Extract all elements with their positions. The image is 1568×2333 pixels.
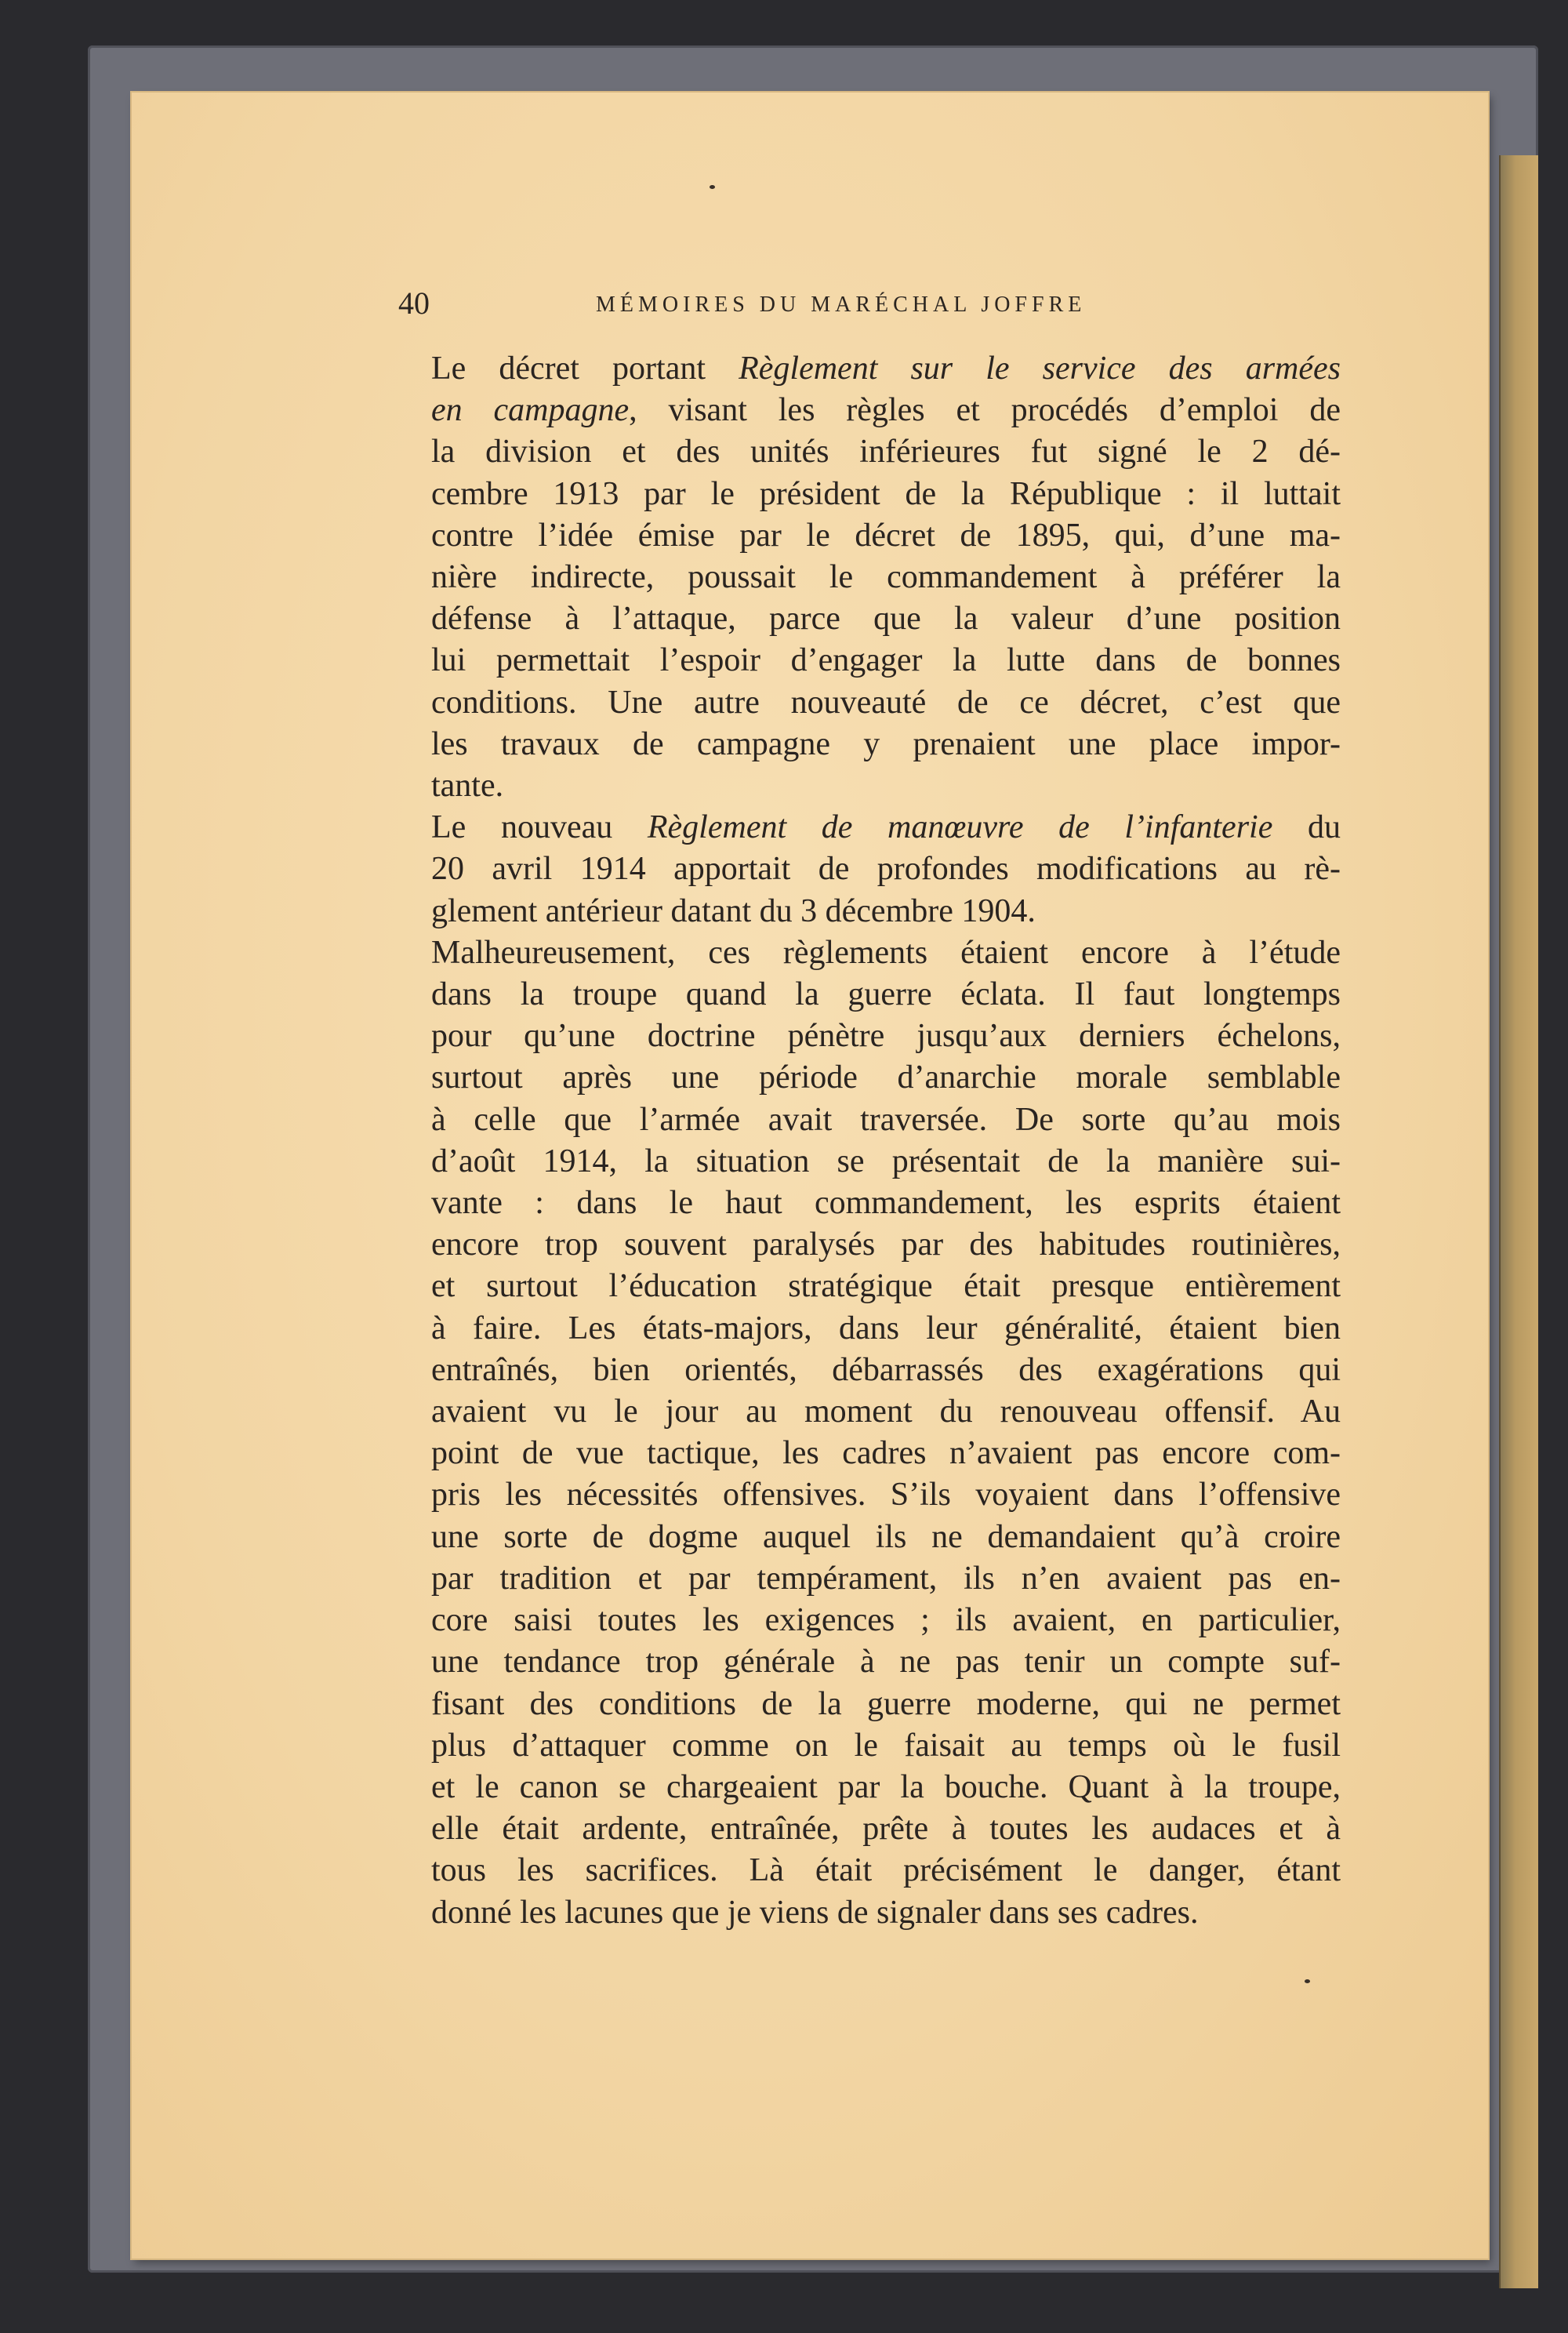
text-run: tous les sacrifices. Là était précisément le danger, étant xyxy=(431,1852,1341,1889)
text-line xyxy=(401,1517,1341,1558)
text-run: elle était ardente, entraînée, prête à toutes les audaces et à xyxy=(431,1811,1341,1848)
text-run: la division et des unités inférieures fut signé le 2 dé- xyxy=(431,434,1341,471)
text-line xyxy=(401,515,1341,557)
text-run: contre l’idée émise par le décret de 1895, qui, d’une ma- xyxy=(431,517,1341,554)
text-run: lui permettait l’espoir d’engager la lutte dans de bonnes xyxy=(431,642,1341,679)
body-text xyxy=(401,348,1341,1934)
text-line xyxy=(401,1474,1341,1516)
text-line xyxy=(401,1767,1341,1808)
text-run: core saisi toutes les exigences ; ils avaient, en particulier, xyxy=(431,1602,1341,1639)
text-run: vante : dans le haut commandement, les esprits étaient xyxy=(431,1185,1341,1222)
text-line xyxy=(401,891,1341,932)
text-line xyxy=(401,390,1341,431)
paper-speck xyxy=(710,185,715,189)
text-run: pris les nécessités offensives. S’ils voyaient dans l’offensive xyxy=(431,1477,1341,1514)
text-line xyxy=(401,1183,1341,1224)
text-line xyxy=(401,1057,1341,1099)
text-run: encore trop souvent paralysés par des habitudes routinières, xyxy=(431,1226,1341,1263)
text-line xyxy=(401,765,1341,807)
text-line xyxy=(401,932,1341,974)
next-page-edge xyxy=(1499,155,1538,2288)
text-line xyxy=(401,557,1341,598)
text-line xyxy=(401,1641,1341,1683)
text-run: glement antérieur datant du 3 décembre 1904. xyxy=(431,892,1036,929)
text-line xyxy=(401,1892,1341,1934)
text-run: à faire. Les états-majors, dans leur généralité, étaient bien xyxy=(431,1310,1341,1346)
text-run: à celle que l’armée avait traversée. De sorte qu’au mois xyxy=(431,1101,1341,1138)
text-run: nière indirecte, poussait le commandement à préférer la xyxy=(431,559,1341,596)
text-run: plus d’attaquer comme on le faisait au temps où le fusil xyxy=(431,1727,1341,1764)
text-line xyxy=(401,1808,1341,1850)
text-line xyxy=(401,474,1341,515)
text-line xyxy=(401,1850,1341,1891)
text-line xyxy=(401,1266,1341,1307)
text-run: avaient vu le jour au moment du renouveau offensif. Au xyxy=(431,1394,1341,1430)
text-run: Le nouveau xyxy=(431,809,648,846)
text-line xyxy=(401,1433,1341,1474)
text-line xyxy=(401,1141,1341,1183)
italic-title: Règlement sur le service des armées xyxy=(739,351,1341,387)
text-run: conditions. Une autre nouveauté de ce décret, c’est que xyxy=(431,684,1341,721)
text-line xyxy=(401,1391,1341,1433)
text-line xyxy=(401,348,1341,390)
text-run: 20 avril 1914 apportait de profondes modifications au rè- xyxy=(431,851,1341,888)
text-run: cembre 1913 par le président de la République : il luttait xyxy=(431,475,1341,512)
text-run: les travaux de campagne y prenaient une place impor- xyxy=(431,725,1341,762)
text-line xyxy=(401,724,1341,765)
page-header xyxy=(398,282,1182,325)
paragraph xyxy=(401,348,1341,807)
paper-speck xyxy=(1305,1979,1310,1983)
text-line xyxy=(401,1684,1341,1725)
text-line xyxy=(401,1558,1341,1600)
text-run: fisant des conditions de la guerre moderne, qui ne permet xyxy=(431,1685,1341,1722)
text-run: surtout après une période d’anarchie morale semblable xyxy=(431,1059,1341,1096)
text-line xyxy=(401,1016,1341,1057)
italic-title: en campagne xyxy=(431,392,630,429)
text-line xyxy=(401,974,1341,1016)
italic-title: Règlement de manœuvre de l’infanterie xyxy=(647,809,1273,846)
text-run: et le canon se chargeaient par la bouche. Quant à la troupe, xyxy=(431,1768,1341,1805)
text-run: Le décret portant xyxy=(431,351,739,387)
text-line xyxy=(401,1350,1341,1391)
text-line xyxy=(401,1600,1341,1641)
paragraph xyxy=(401,932,1341,1934)
text-line xyxy=(401,849,1341,890)
text-run: donné les lacunes que je viens de signaler dans ses cadres. xyxy=(431,1894,1199,1931)
text-run: , visant les règles et procédés d’emploi de xyxy=(629,392,1341,429)
text-run: dans la troupe quand la guerre éclata. Il faut longtemps xyxy=(431,976,1341,1013)
text-run: Malheureusement, ces règlements étaient encore à l’étude xyxy=(431,934,1341,971)
text-line xyxy=(401,1308,1341,1350)
text-run: d’août 1914, la situation se présentait de la manière sui- xyxy=(431,1143,1341,1179)
page-number: 40 xyxy=(398,285,430,321)
text-run: défense à l’attaque, parce que la valeur d’une position xyxy=(431,601,1341,638)
text-line xyxy=(401,1725,1341,1767)
text-line xyxy=(401,682,1341,724)
running-head: MÉMOIRES DU MARÉCHAL JOFFRE xyxy=(596,293,1087,317)
text-run: une tendance trop générale à ne pas tenir un compte suf- xyxy=(431,1644,1341,1681)
text-run: par tradition et par tempérament, ils n’en avaient pas en- xyxy=(431,1560,1341,1597)
text-run: pour qu’une doctrine pénètre jusqu’aux derniers échelons, xyxy=(431,1018,1341,1055)
text-line xyxy=(401,640,1341,681)
text-line xyxy=(401,807,1341,849)
text-run: tante. xyxy=(431,768,504,805)
text-run: entraînés, bien orientés, débarrassés des exagérations qui xyxy=(431,1351,1341,1388)
text-line xyxy=(401,431,1341,473)
text-run: point de vue tactique, les cadres n’avaient pas encore com- xyxy=(431,1435,1341,1472)
text-line xyxy=(401,1099,1341,1141)
text-run: et surtout l’éducation stratégique était presque entièrement xyxy=(431,1268,1341,1305)
text-run: du xyxy=(1272,809,1341,846)
text-line xyxy=(401,598,1341,640)
text-line xyxy=(401,1224,1341,1266)
text-run: une sorte de dogme auquel ils ne demandaient qu’à croire xyxy=(431,1518,1341,1555)
paragraph xyxy=(401,807,1341,932)
